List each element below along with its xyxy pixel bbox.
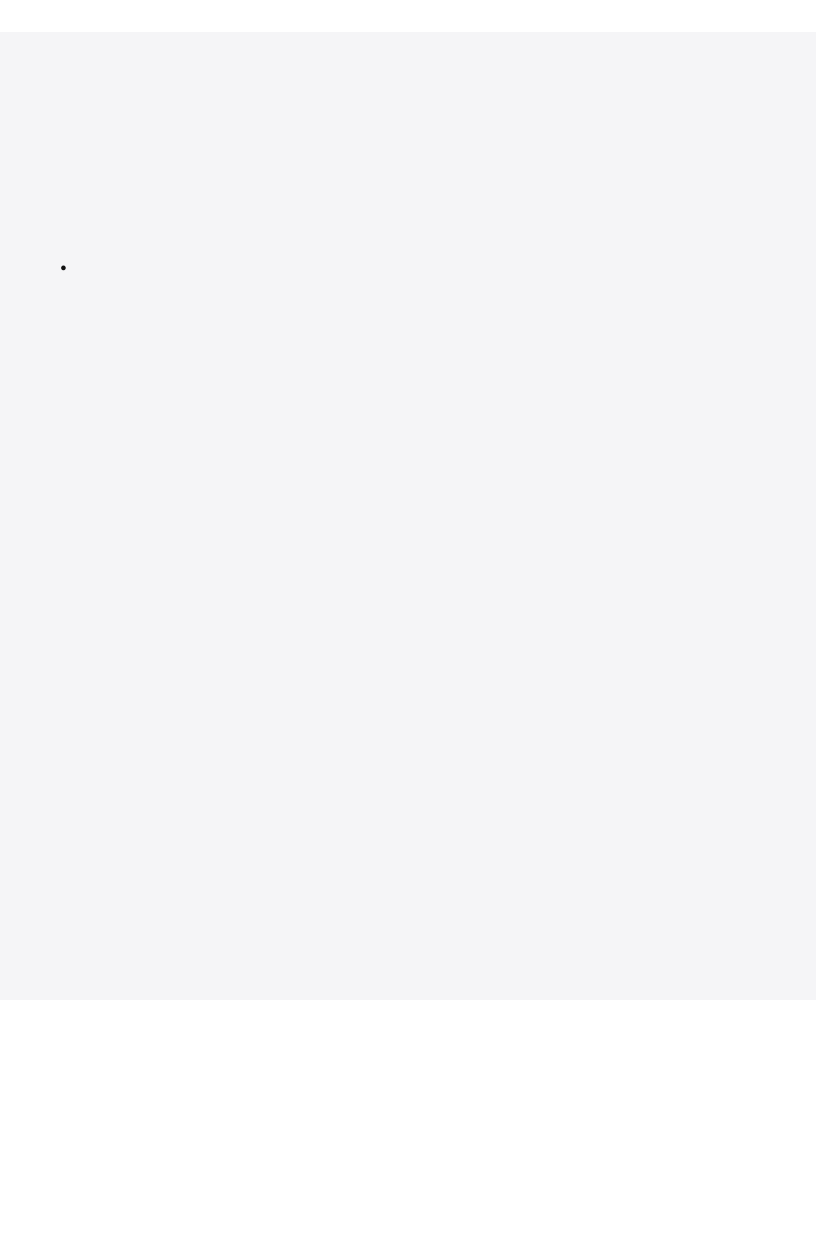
- document-page: [0, 22, 812, 284]
- balloon-border-top: [0, 0, 816, 32]
- bullet-icon: •: [60, 259, 67, 281]
- list-item-cut: [0, 257, 812, 283]
- definition-paragraph: [0, 231, 812, 257]
- armed-forces-section: [0, 231, 812, 284]
- balloon-border-bottom: [0, 1236, 816, 1258]
- balloon-border-right: [806, 30, 816, 1236]
